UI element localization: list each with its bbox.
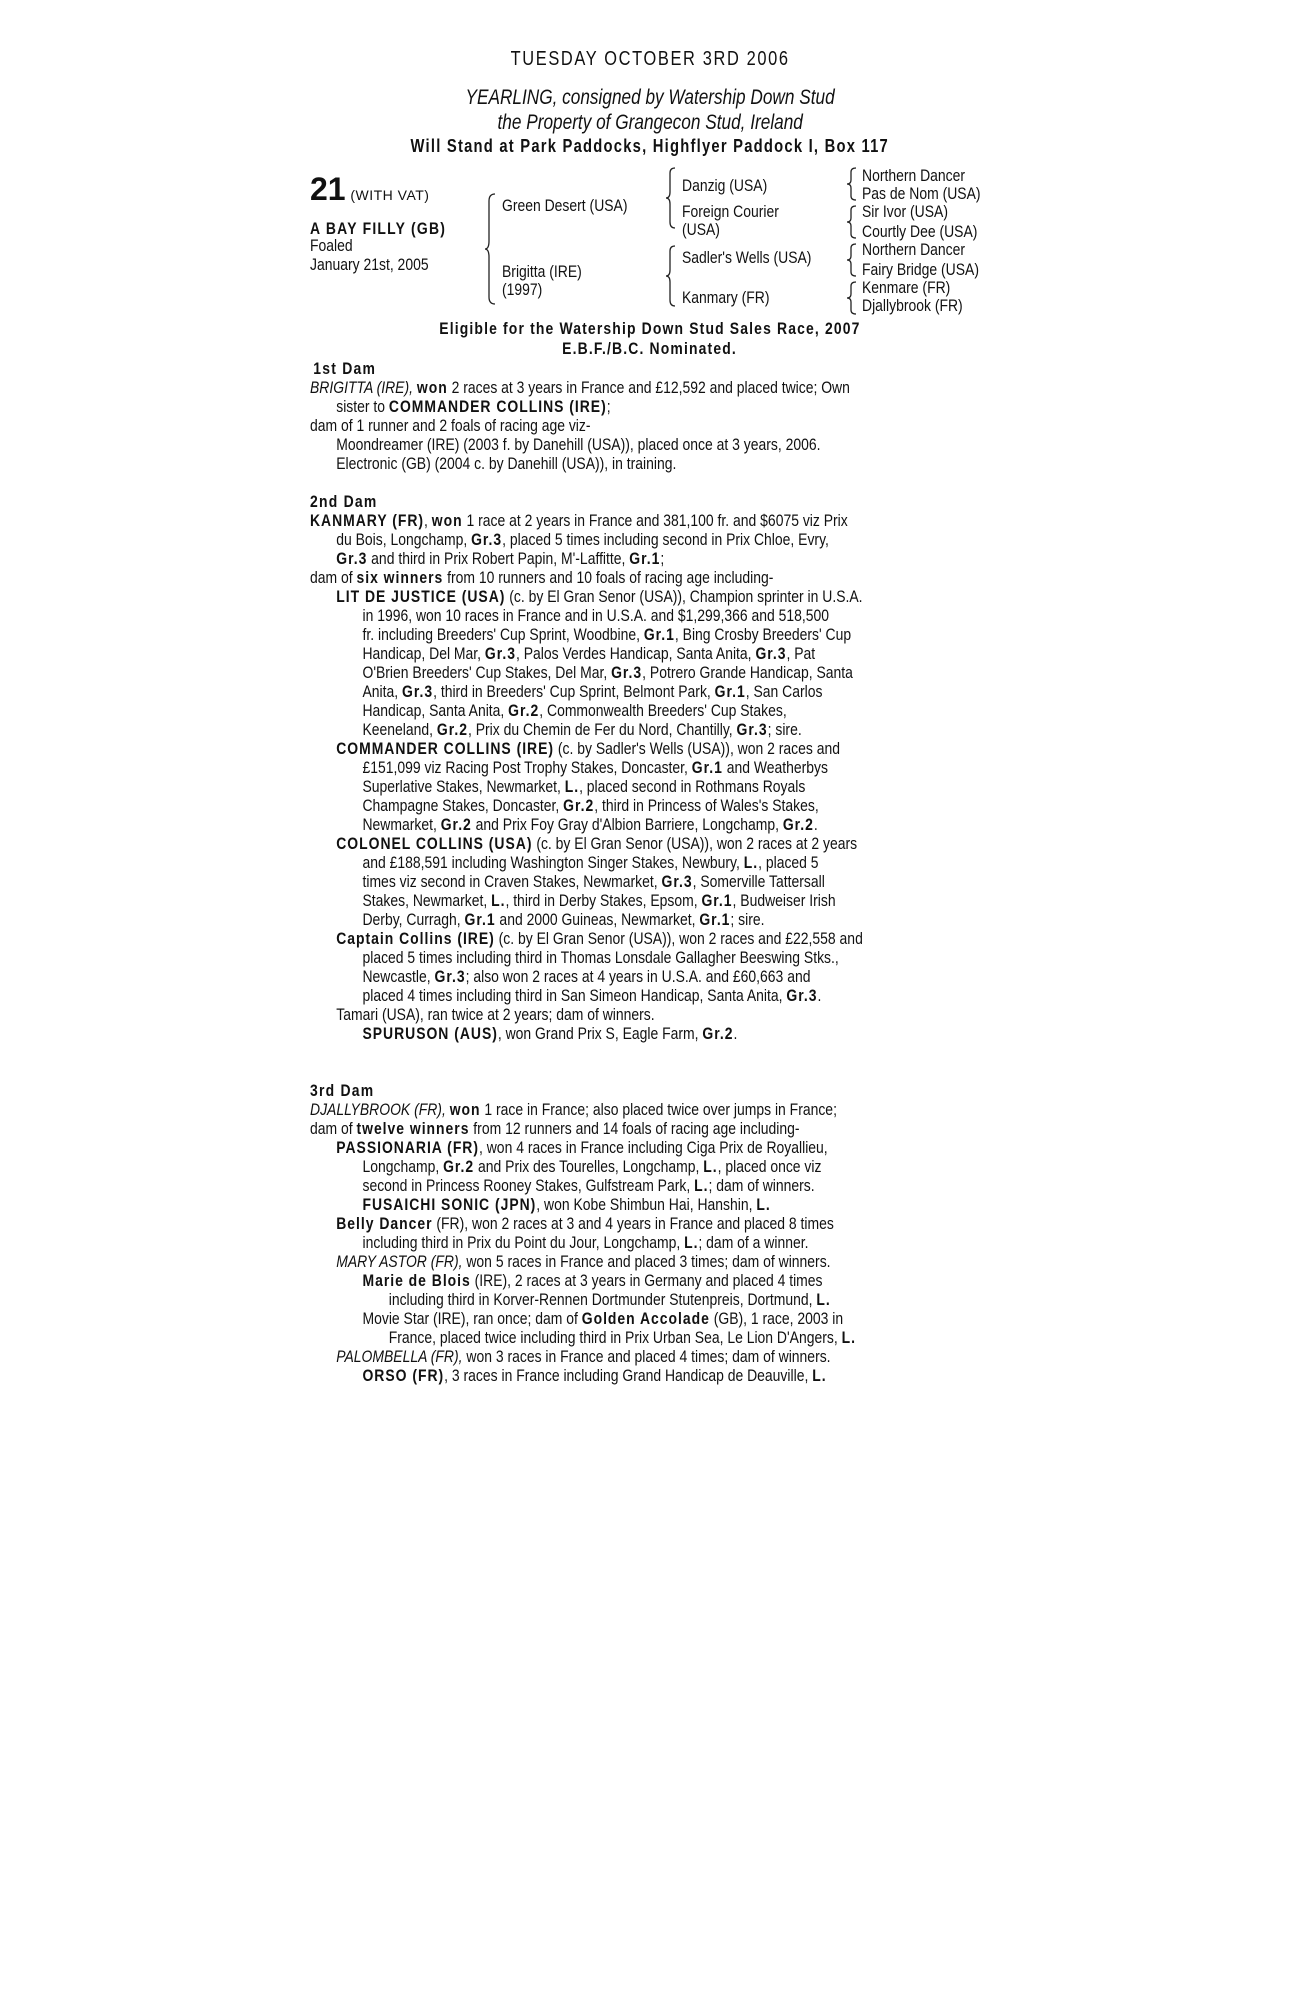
eligibility-line-2: E.B.F./B.C. Nominated. bbox=[562, 339, 738, 358]
produce-entry: Longchamp, Gr.2 and Prix des Tourelles, Longchamp, L., placed once viz bbox=[362, 1157, 822, 1176]
pedigree-ssd: Pas de Nom (USA) bbox=[862, 184, 981, 203]
second-dam-line: du Bois, Longchamp, Gr.3, placed 5 times including second in Prix Chloe, Evry, bbox=[336, 530, 829, 549]
third-dam-heading: 3rd Dam bbox=[310, 1081, 375, 1100]
pedigree-sds: Sir Ivor (USA) bbox=[862, 202, 948, 221]
produce-entry: and £188,591 including Washington Singer Stakes, Newbury, L., placed 5 bbox=[362, 853, 819, 872]
produce-entry: France, placed twice including third in Prix Urban Sea, Le Lion D'Angers, L. bbox=[388, 1328, 856, 1347]
brace-icon bbox=[846, 243, 858, 277]
brace-icon bbox=[665, 245, 677, 307]
property-line: the Property of Grangecon Stud, Ireland bbox=[497, 111, 803, 134]
produce-entry: in 1996, won 10 races in France and in U.S.A. and $1,299,366 and 518,500 bbox=[362, 606, 830, 625]
second-dam-line: dam of six winners from 10 runners and 10 foals of racing age including- bbox=[310, 568, 774, 587]
second-dam-line: Gr.3 and third in Prix Robert Papin, M'-Laffitte, Gr.1; bbox=[336, 549, 665, 568]
produce-entry: Stakes, Newmarket, L., third in Derby Stakes, Epsom, Gr.1, Budweiser Irish bbox=[362, 891, 836, 910]
brace-icon bbox=[665, 167, 677, 229]
produce-entry: including third in Prix du Point du Jour, Longchamp, L.; dam of a winner. bbox=[362, 1233, 809, 1252]
third-dam-section bbox=[310, 1081, 990, 1385]
pedigree-ddd: Djallybrook (FR) bbox=[862, 296, 963, 315]
produce-entry: COMMANDER COLLINS (IRE) (c. by Sadler's Wells (USA)), won 2 races and bbox=[336, 739, 840, 758]
third-dam-line: DJALLYBROOK (FR), won 1 race in France; also placed twice over jumps in France; bbox=[310, 1100, 837, 1119]
produce-entry: PALOMBELLA (FR), won 3 races in France and placed 4 times; dam of winners. bbox=[336, 1347, 831, 1366]
first-dam-line: BRIGITTA (IRE), won 2 races at 3 years in France and £12,592 and placed twice; Own bbox=[310, 378, 850, 397]
brace-icon bbox=[846, 167, 858, 201]
lot-number-block bbox=[310, 171, 429, 208]
lot-header bbox=[310, 85, 990, 157]
produce-entry: Newcastle, Gr.3; also won 2 races at 4 years in U.S.A. and £60,663 and bbox=[362, 967, 811, 986]
second-dam-section bbox=[310, 492, 990, 1043]
brace-icon bbox=[846, 205, 858, 239]
first-dam-section bbox=[310, 359, 990, 473]
produce-entry: second in Princess Rooney Stakes, Gulfstream Park, L.; dam of winners. bbox=[362, 1176, 815, 1195]
second-dam-heading: 2nd Dam bbox=[310, 492, 378, 511]
produce-entry: MARY ASTOR (FR), won 5 races in France and placed 3 times; dam of winners. bbox=[336, 1252, 831, 1271]
produce-entry: PASSIONARIA (FR), won 4 races in France including Ciga Prix de Royallieu, bbox=[336, 1138, 828, 1157]
sale-date: TUESDAY OCTOBER 3RD 2006 bbox=[510, 48, 790, 70]
produce-entry: LIT DE JUSTICE (USA) (c. by El Gran Senor (USA)), Champion sprinter in U.S.A. bbox=[336, 587, 863, 606]
produce-entry: fr. including Breeders' Cup Sprint, Woodbine, Gr.1, Bing Crosby Breeders' Cup bbox=[362, 625, 852, 644]
pedigree-dam-dam: Kanmary (FR) bbox=[682, 288, 770, 307]
produce-entry: Tamari (USA), ran twice at 2 years; dam of winners. bbox=[336, 1005, 655, 1024]
produce-entry: Anita, Gr.3, third in Breeders' Cup Sprint, Belmont Park, Gr.1, San Carlos bbox=[362, 682, 823, 701]
pedigree-sire-dam-1: Foreign Courier bbox=[682, 202, 779, 221]
produce-entry: placed 5 times including third in Thomas Lonsdale Gallagher Beeswing Stks., bbox=[362, 948, 839, 967]
pedigree-sss: Northern Dancer bbox=[862, 166, 966, 185]
produce-entry: times viz second in Craven Stakes, Newmarket, Gr.3, Somerville Tattersall bbox=[362, 872, 825, 891]
lot-number: 21 bbox=[310, 171, 346, 207]
produce-entry: Belly Dancer (FR), won 2 races at 3 and 4 years in France and placed 8 times bbox=[336, 1214, 834, 1233]
stabling-line: Will Stand at Park Paddocks, Highflyer Paddock I, Box 117 bbox=[410, 136, 890, 156]
pedigree-dsd: Fairy Bridge (USA) bbox=[862, 260, 979, 279]
produce-entry: ORSO (FR), 3 races in France including Grand Handicap de Deauville, L. bbox=[362, 1366, 827, 1385]
pedigree-sdd: Courtly Dee (USA) bbox=[862, 222, 978, 241]
first-dam-line: dam of 1 runner and 2 foals of racing age viz- bbox=[310, 416, 591, 435]
pedigree-dam: Brigitta (IRE) bbox=[502, 262, 582, 281]
lot-description: A BAY FILLY (GB) bbox=[310, 219, 447, 238]
eligibility bbox=[310, 319, 990, 359]
pedigree-sire-sire: Danzig (USA) bbox=[682, 176, 768, 195]
pedigree-table bbox=[310, 167, 990, 317]
third-dam-line: dam of twelve winners from 12 runners and 14 foals of racing age including- bbox=[310, 1119, 800, 1138]
produce-entry: Keeneland, Gr.2, Prix du Chemin de Fer du Nord, Chantilly, Gr.3; sire. bbox=[362, 720, 802, 739]
produce-entry: Newmarket, Gr.2 and Prix Foy Gray d'Albion Barriere, Longchamp, Gr.2. bbox=[362, 815, 818, 834]
consignor-line: YEARLING, consigned by Watership Down Stud bbox=[465, 86, 835, 109]
produce-entry: Movie Star (IRE), ran once; dam of Golden Accolade (GB), 1 race, 2003 in bbox=[362, 1309, 844, 1328]
first-dam-heading: 1st Dam bbox=[313, 359, 377, 378]
pedigree-sire-dam-2: (USA) bbox=[682, 220, 720, 239]
brace-icon bbox=[485, 193, 497, 305]
pedigree-dss: Northern Dancer bbox=[862, 240, 966, 259]
pedigree-dam-sire: Sadler's Wells (USA) bbox=[682, 248, 812, 267]
produce-entry: Handicap, Del Mar, Gr.3, Palos Verdes Handicap, Santa Anita, Gr.3, Pat bbox=[362, 644, 816, 663]
foaled-label: Foaled bbox=[310, 236, 353, 255]
pedigree-dam-year: (1997) bbox=[502, 280, 543, 299]
produce-entry: £151,099 viz Racing Post Trophy Stakes, Doncaster, Gr.1 and Weatherbys bbox=[362, 758, 829, 777]
produce-entry: SPURUSON (AUS), won Grand Prix S, Eagle Farm, Gr.2. bbox=[362, 1024, 738, 1043]
produce-entry: Handicap, Santa Anita, Gr.2, Commonwealth Breeders' Cup Stakes, bbox=[362, 701, 787, 720]
produce-entry: Champagne Stakes, Doncaster, Gr.2, third in Princess of Wales's Stakes, bbox=[362, 796, 819, 815]
eligibility-line-1: Eligible for the Watership Down Stud Sales Race, 2007 bbox=[439, 319, 861, 338]
lot-vat: (WITH VAT) bbox=[350, 187, 430, 203]
first-dam-line: sister to COMMANDER COLLINS (IRE); bbox=[336, 397, 611, 416]
produce-entry: O'Brien Breeders' Cup Stakes, Del Mar, Gr.3, Potrero Grande Handicap, Santa bbox=[362, 663, 853, 682]
produce-entry: FUSAICHI SONIC (JPN), won Kobe Shimbun Hai, Hanshin, L. bbox=[362, 1195, 771, 1214]
produce-entry: Superlative Stakes, Newmarket, L., placed second in Rothmans Royals bbox=[362, 777, 806, 796]
produce-entry: placed 4 times including third in San Simeon Handicap, Santa Anita, Gr.3. bbox=[362, 986, 822, 1005]
produce-entry: including third in Korver-Rennen Dortmunder Stutenpreis, Dortmund, L. bbox=[388, 1290, 831, 1309]
pedigree-dds: Kenmare (FR) bbox=[862, 278, 951, 297]
produce-entry: Moondreamer (IRE) (2003 f. by Danehill (USA)), placed once at 3 years, 2006. bbox=[336, 435, 821, 454]
foaled-date: January 21st, 2005 bbox=[310, 255, 429, 274]
catalogue-page bbox=[310, 48, 990, 1385]
brace-icon bbox=[846, 281, 858, 315]
produce-entry: Derby, Curragh, Gr.1 and 2000 Guineas, Newmarket, Gr.1; sire. bbox=[362, 910, 765, 929]
second-dam-line: KANMARY (FR), won 1 race at 2 years in France and 381,100 fr. and $6075 viz Prix bbox=[310, 511, 848, 530]
pedigree-sire: Green Desert (USA) bbox=[502, 196, 628, 215]
produce-entry: Captain Collins (IRE) (c. by El Gran Senor (USA)), won 2 races and £22,558 and bbox=[336, 929, 863, 948]
produce-entry: Marie de Blois (IRE), 2 races at 3 years in Germany and placed 4 times bbox=[362, 1271, 823, 1290]
produce-entry: Electronic (GB) (2004 c. by Danehill (USA)), in training. bbox=[336, 454, 677, 473]
produce-entry: COLONEL COLLINS (USA) (c. by El Gran Senor (USA)), won 2 races at 2 years bbox=[336, 834, 858, 853]
